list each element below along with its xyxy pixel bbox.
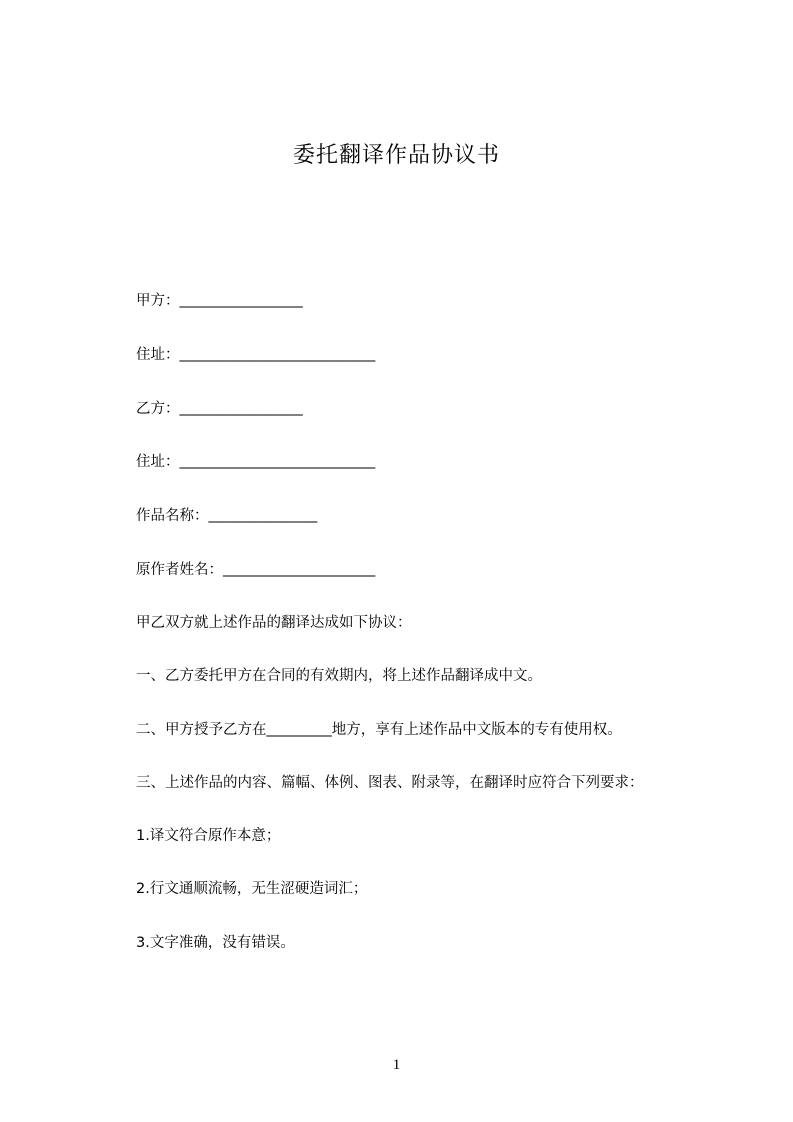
clause-2-prefix: 二、甲方授予乙方在 xyxy=(136,722,267,738)
clause-2-blank: _________ xyxy=(266,721,332,737)
author-name-label: 原作者姓名： xyxy=(136,562,223,578)
party-b-address-line xyxy=(136,452,375,472)
party-a-label: 甲方： xyxy=(136,293,180,309)
party-a-line xyxy=(136,291,303,311)
work-name-blank: _______________ xyxy=(208,507,318,523)
work-name-line xyxy=(136,506,317,526)
page-number: 1 xyxy=(392,1057,401,1073)
clause-2-suffix: 地方，享有上述作品中文版本的专有使用权。 xyxy=(331,722,622,738)
author-name-line xyxy=(136,560,375,580)
clause-3: 三、上述作品的内容、篇幅、体例、图表、附录等，在翻译时应符合下列要求： xyxy=(136,775,644,791)
clause-2-line xyxy=(136,720,622,740)
requirement-2: 2.行文通顺流畅，无生涩硬造词汇； xyxy=(136,881,368,897)
party-b-address-blank: ___________________________ xyxy=(179,453,376,469)
clause-1: 一、乙方委托甲方在合同的有效期内，将上述作品翻译成中文。 xyxy=(136,668,542,684)
requirement-1: 1.译文符合原作本意； xyxy=(136,828,281,844)
party-b-line xyxy=(136,399,303,419)
requirement-3: 3.文字准确，没有错误。 xyxy=(136,935,295,951)
author-name-blank: _____________________ xyxy=(223,561,376,577)
party-b-label: 乙方： xyxy=(136,401,180,417)
document-title: 委托翻译作品协议书 xyxy=(292,143,500,168)
party-a-address-label: 住址： xyxy=(136,347,180,363)
party-b-blank: _________________ xyxy=(179,400,303,416)
agreement-intro: 甲乙双方就上述作品的翻译达成如下协议： xyxy=(136,615,412,631)
work-name-label: 作品名称： xyxy=(136,508,209,524)
party-a-blank: _________________ xyxy=(179,292,303,308)
party-b-address-label: 住址： xyxy=(136,454,180,470)
party-a-address-line xyxy=(136,345,375,365)
party-a-address-blank: ___________________________ xyxy=(179,346,376,362)
